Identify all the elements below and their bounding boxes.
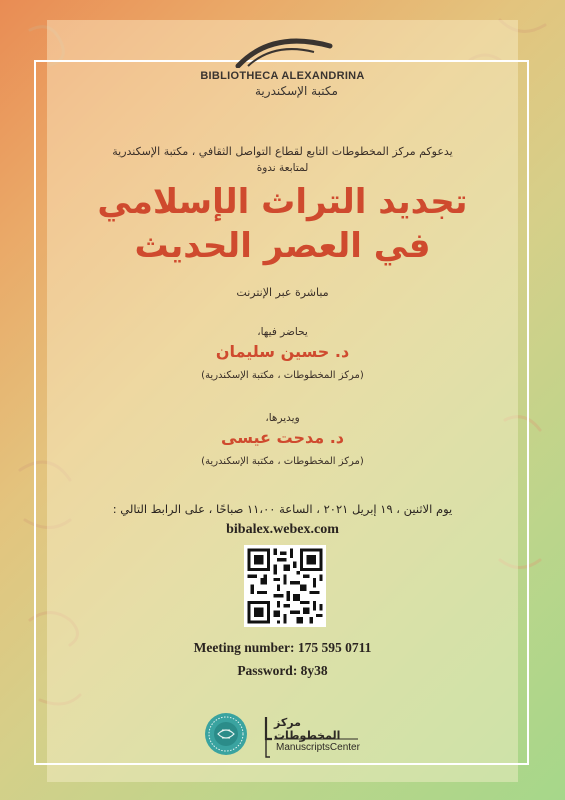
moderator-label: ويديرها، (265, 412, 300, 424)
meeting-number: Meeting number: 175 595 0711 (193, 640, 372, 655)
lecturer-affiliation: (مركز المخطوطات ، مكتبة الإسكندرية) (201, 370, 364, 381)
date-time-line: يوم الاثنين ، ١٩ إبريل ٢٠٢١ ، الساعة ١١،٠٠ صباحًا ، على الرابط التالي : (112, 502, 453, 516)
lecturer-label: يحاضر فيها، (257, 326, 308, 338)
moderator-affiliation: (مركز المخطوطات ، مكتبة الإسكندرية) (201, 456, 364, 467)
manuscripts-center-en: ManuscriptsCenter (276, 742, 360, 753)
event-title-line-1: تجديد التراث الإسلامي (97, 182, 468, 222)
qr-code-icon[interactable] (244, 545, 326, 627)
meeting-password: Password: 8y38 (237, 663, 328, 678)
live-online-label: مباشرة عبر الإنترنت (236, 286, 329, 299)
series-line: لمتابعة ندوة (256, 162, 309, 174)
manuscripts-center-ar: مركز المخطوطات (274, 716, 341, 742)
meeting-link[interactable]: bibalex.webex.com (226, 522, 339, 537)
logo-text-en: BIBLIOTHECA ALEXANDRINA (200, 70, 365, 82)
logo-text-ar: مكتبة الإسكندرية (255, 84, 338, 98)
bibliotheca-arc-icon (234, 32, 334, 68)
event-title-line-2: في العصر الحديث (134, 226, 431, 266)
invitation-line: يدعوكم مركز المخطوطات التابع لقطاع التواصل الثقافي ، مكتبة الإسكندرية (112, 145, 453, 158)
lecturer-name: د. حسين سليمان (215, 342, 350, 361)
cultural-outreach-seal-icon (204, 712, 248, 756)
moderator-name: د. مدحت عيسى (221, 428, 344, 447)
